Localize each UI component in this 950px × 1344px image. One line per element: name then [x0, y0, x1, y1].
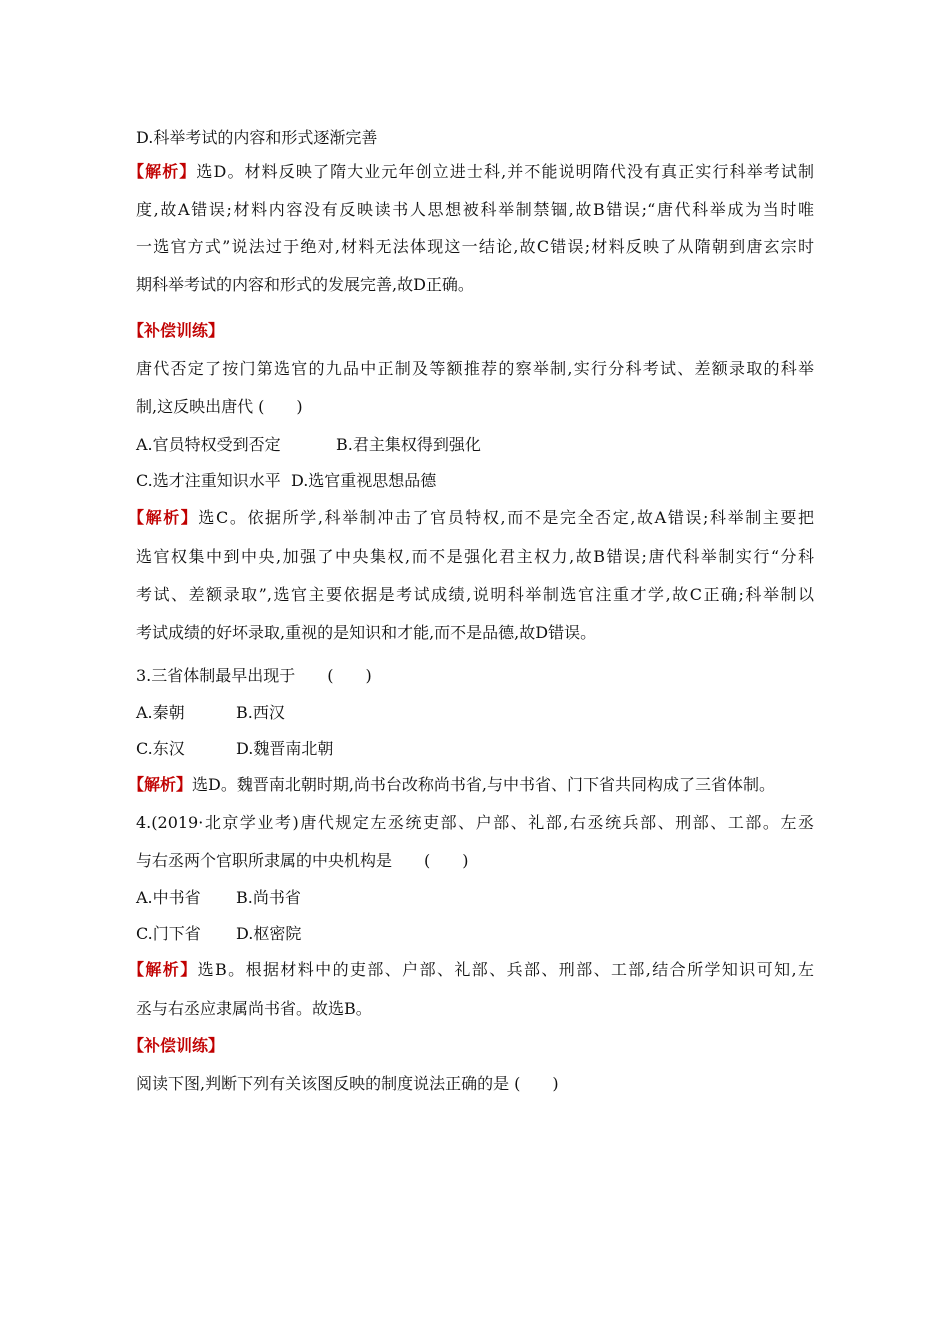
analysis-line: 期科举考试的内容和形式的发展完善,故D正确。: [136, 275, 474, 294]
option-b: B.尚书省: [236, 888, 301, 907]
question-stem: 制,这反映出唐代 ( ): [136, 397, 303, 416]
question-stem: 4.(2019·北京学业考)唐代规定左丞统吏部、户部、礼部,右丞统兵部、刑部、工部。左丞: [136, 813, 814, 832]
option-a: A.中书省: [136, 888, 201, 907]
analysis-line: 考试、差额录取”,选官主要依据是考试成绩,说明科举制选官注重才学,故C正确;科举制以: [136, 585, 814, 604]
analysis-label: 【解析】: [128, 775, 193, 794]
analysis-line: 丞与右丞应隶属尚书省。故选B。: [136, 999, 372, 1018]
analysis-line: 一选官方式”说法过于绝对,材料无法体现这一结论,故C错误;材料反映了从隋朝到唐玄宗时: [136, 237, 814, 256]
analysis-line: 【解析】选D。魏晋南北朝时期,尚书台改称尚书省,与中书省、门下省共同构成了三省体制。: [128, 775, 776, 794]
analysis-label: 【解析】: [128, 508, 199, 527]
option-c: C.门下省: [136, 924, 201, 943]
analysis-line: 度,故A错误;材料内容没有反映读书人思想被科举制禁锢,故B错误;“唐代科举成为当时唯: [136, 200, 814, 219]
supplement-label: 【补偿训练】: [128, 1036, 225, 1055]
option-b: B.西汉: [236, 703, 285, 722]
analysis-label: 【解析】: [128, 960, 198, 979]
analysis-line: 【解析】选C。依据所学,科举制冲击了官员特权,而不是完全否定,故A错误;科举制主要把: [128, 508, 814, 527]
option-a: A.官员特权受到否定: [136, 435, 281, 454]
option-row: [136, 433, 481, 457]
analysis-line: 【解析】选B。根据材料中的吏部、户部、礼部、兵部、刑部、工部,结合所学知识可知,左: [128, 960, 814, 979]
option-c: C.东汉: [136, 739, 185, 758]
option-row: [136, 701, 285, 725]
option-row: [136, 469, 436, 493]
option-d: D.魏晋南北朝: [236, 739, 334, 758]
option-d: D.枢密院: [236, 924, 302, 943]
analysis-line: 选官权集中到中央,加强了中央集权,而不是强化君主权力,故B错误;唐代科举制实行“分科: [136, 547, 814, 566]
question-stem: 唐代否定了按门第选官的九品中正制及等额推荐的察举制,实行分科考试、差额录取的科举: [136, 359, 814, 378]
analysis-line: 考试成绩的好坏录取,重视的是知识和才能,而不是品德,故D错误。: [136, 623, 597, 642]
option-d: D.科举考试的内容和形式逐渐完善: [136, 128, 378, 147]
option-b: B.君主集权得到强化: [336, 435, 481, 454]
analysis-line: 【解析】选D。材料反映了隋大业元年创立进士科,并不能说明隋代没有真正实行科举考试制: [128, 162, 814, 181]
option-row: [136, 922, 301, 946]
analysis-label: 【解析】: [128, 162, 197, 181]
option-row: [136, 886, 301, 910]
option-d: D.选官重视思想品德: [290, 471, 437, 490]
question-stem: 阅读下图,判断下列有关该图反映的制度说法正确的是 ( ): [136, 1074, 559, 1093]
question-stem: 与右丞两个官职所隶属的中央机构是 ( ): [136, 851, 469, 870]
question-stem: 3.三省体制最早出现于 ( ): [136, 666, 372, 685]
supplement-label: 【补偿训练】: [128, 321, 225, 340]
option-a: A.秦朝: [136, 703, 185, 722]
option-c: C.选才注重知识水平: [136, 471, 281, 490]
option-row: [136, 737, 333, 761]
